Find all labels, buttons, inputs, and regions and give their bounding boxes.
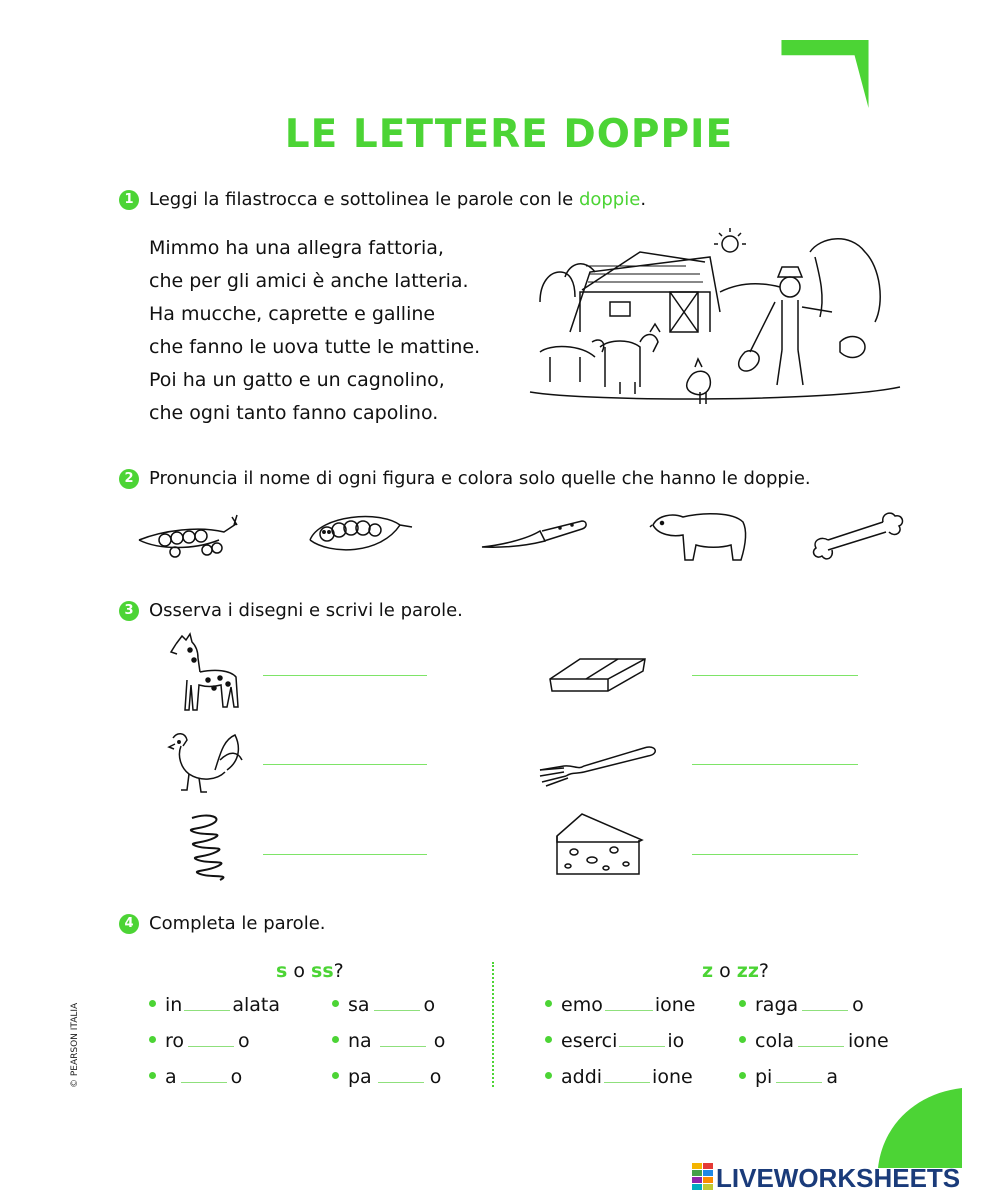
fill-word[interactable]: cola ione — [739, 1030, 889, 1052]
fill-word[interactable]: raga o — [739, 994, 864, 1016]
exercise-number-1: 1 — [119, 190, 139, 210]
poem-line: Mimmo ha una allegra fattoria, — [149, 237, 444, 259]
exercise-number-3: 3 — [119, 601, 139, 621]
fill-word[interactable]: in alata — [149, 994, 280, 1016]
fill-word[interactable]: pa o — [332, 1066, 441, 1088]
poem-line: che fanno le uova tutte le mattine. — [149, 336, 481, 358]
caterpillar-icon[interactable] — [305, 510, 415, 560]
fill-word[interactable]: ro o — [149, 1030, 250, 1052]
answer-line[interactable] — [263, 675, 427, 676]
column-heading-s-ss: s o ss? — [276, 960, 344, 982]
polar-bear-icon[interactable] — [648, 505, 753, 565]
page-title: LE LETTERE DOPPIE — [284, 112, 734, 157]
fork-icon — [538, 742, 663, 787]
cheese-icon — [552, 808, 647, 878]
fill-word[interactable]: addi ione — [545, 1066, 693, 1088]
exercise-3-instruction: Osserva i disegni e scrivi le parole. — [149, 600, 463, 621]
answer-line[interactable] — [692, 854, 858, 855]
exercise-2-instruction: Pronuncia il nome di ogni figura e colora solo quelle che hanno le doppie. — [149, 468, 811, 489]
exercise-1-instruction: Leggi la filastrocca e sottolinea le parole con le doppie. — [149, 189, 647, 210]
exercise-number-4: 4 — [119, 914, 139, 934]
bone-icon[interactable] — [810, 510, 905, 560]
fill-word[interactable]: na o — [332, 1030, 445, 1052]
corner-decoration — [878, 1088, 962, 1168]
brand-name: LIVEWORKSHEETS — [716, 1163, 961, 1193]
fill-word[interactable]: a o — [149, 1066, 242, 1088]
answer-line[interactable] — [263, 854, 427, 855]
exercise-number-2: 2 — [119, 469, 139, 489]
answer-line[interactable] — [263, 764, 427, 765]
rooster-icon — [165, 730, 245, 800]
eraser-icon — [548, 655, 648, 695]
knife-icon[interactable] — [480, 515, 590, 555]
giraffe-icon — [168, 632, 243, 717]
exercise-4-instruction: Completa le parole. — [149, 913, 326, 934]
peas-icon[interactable] — [137, 512, 247, 562]
fill-word[interactable]: eserci io — [545, 1030, 684, 1052]
poem-line: Poi ha un gatto e un cagnolino, — [149, 369, 445, 391]
section-label: ORTOGRAFIA — [730, 64, 857, 83]
farm-illustration-icon — [520, 232, 900, 412]
copyright-text: © PEARSON ITALIA — [70, 1002, 80, 1088]
fill-word[interactable]: pi a — [739, 1066, 838, 1088]
fill-word[interactable]: emo ione — [545, 994, 695, 1016]
poem-line: che ogni tanto fanno capolino. — [149, 402, 439, 424]
spring-icon — [182, 810, 237, 880]
poem-line: che per gli amici è anche latteria. — [149, 270, 469, 292]
answer-line[interactable] — [692, 675, 858, 676]
poem-line: Ha mucche, caprette e galline — [149, 303, 436, 325]
column-divider — [492, 962, 494, 1087]
keyword-highlight: doppie — [578, 189, 641, 210]
column-heading-z-zz: z o zz? — [702, 960, 769, 982]
answer-line[interactable] — [692, 764, 858, 765]
liveworksheets-logo-icon — [692, 1163, 714, 1191]
poem — [149, 232, 480, 430]
fill-word[interactable]: sa o — [332, 994, 435, 1016]
